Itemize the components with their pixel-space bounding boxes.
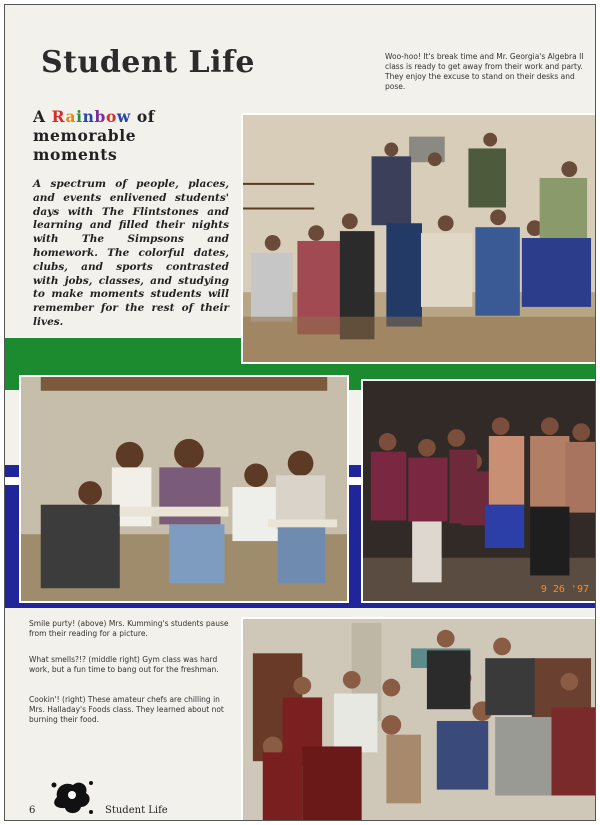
page-title: Student Life [41, 45, 255, 80]
headline [33, 107, 233, 164]
page-number: 6 [29, 805, 36, 816]
caption-foods-class: Cookin'! (right) These amateur chefs are chilling in Mrs. Halladay's Foods class. They learned about not burning their food. [29, 695, 224, 724]
rainbow-letter: R [51, 107, 66, 126]
headline-suffix: of [130, 107, 156, 126]
caption-reading-class: Smile purty! (above) Mrs. Kumming's students pause from their reading for a picture. [29, 619, 229, 638]
intro-paragraph: A spectrum of people, places, and events enlivened students' days with The Flintstones and learning and filled their nights with The Simpsons and homework. The colorful dates, clubs, and sports contrasted with jobs, classes, and studying to make moments students will remember for the rest of their lives. [33, 178, 229, 328]
rainbow-letter: n [82, 107, 95, 126]
photo-gym-class [361, 379, 596, 603]
photo-foods-class [241, 617, 596, 821]
rainbow-letter: b [94, 107, 106, 126]
folio-section: Student Life [105, 805, 168, 816]
photo-algebra-class [241, 113, 596, 364]
caption-algebra-class: Woo-hoo! It's break time and Mr. Georgia's Algebra II class is ready to get away from their work and party. They enjoy the excuse to stand on their desks and pose. [385, 52, 584, 91]
photo-reading-class [19, 375, 349, 603]
rainbow-letter: w [116, 107, 131, 126]
headline-prefix: A [33, 107, 52, 126]
caption-gym-class: What smells?!? (middle right) Gym class was hard work, but a fun time to bang out for the freshman. [29, 655, 219, 674]
yearbook-page [4, 4, 596, 821]
rainbow-letter: o [105, 107, 117, 126]
paint-splat-icon [49, 777, 95, 817]
rainbow-letter: i [76, 107, 83, 126]
rainbow-letter: a [65, 107, 77, 126]
headline-line3: moments [33, 145, 118, 164]
photo-date-stamp: 9 26 '97 [540, 584, 589, 595]
headline-line2: memorable [33, 126, 137, 145]
